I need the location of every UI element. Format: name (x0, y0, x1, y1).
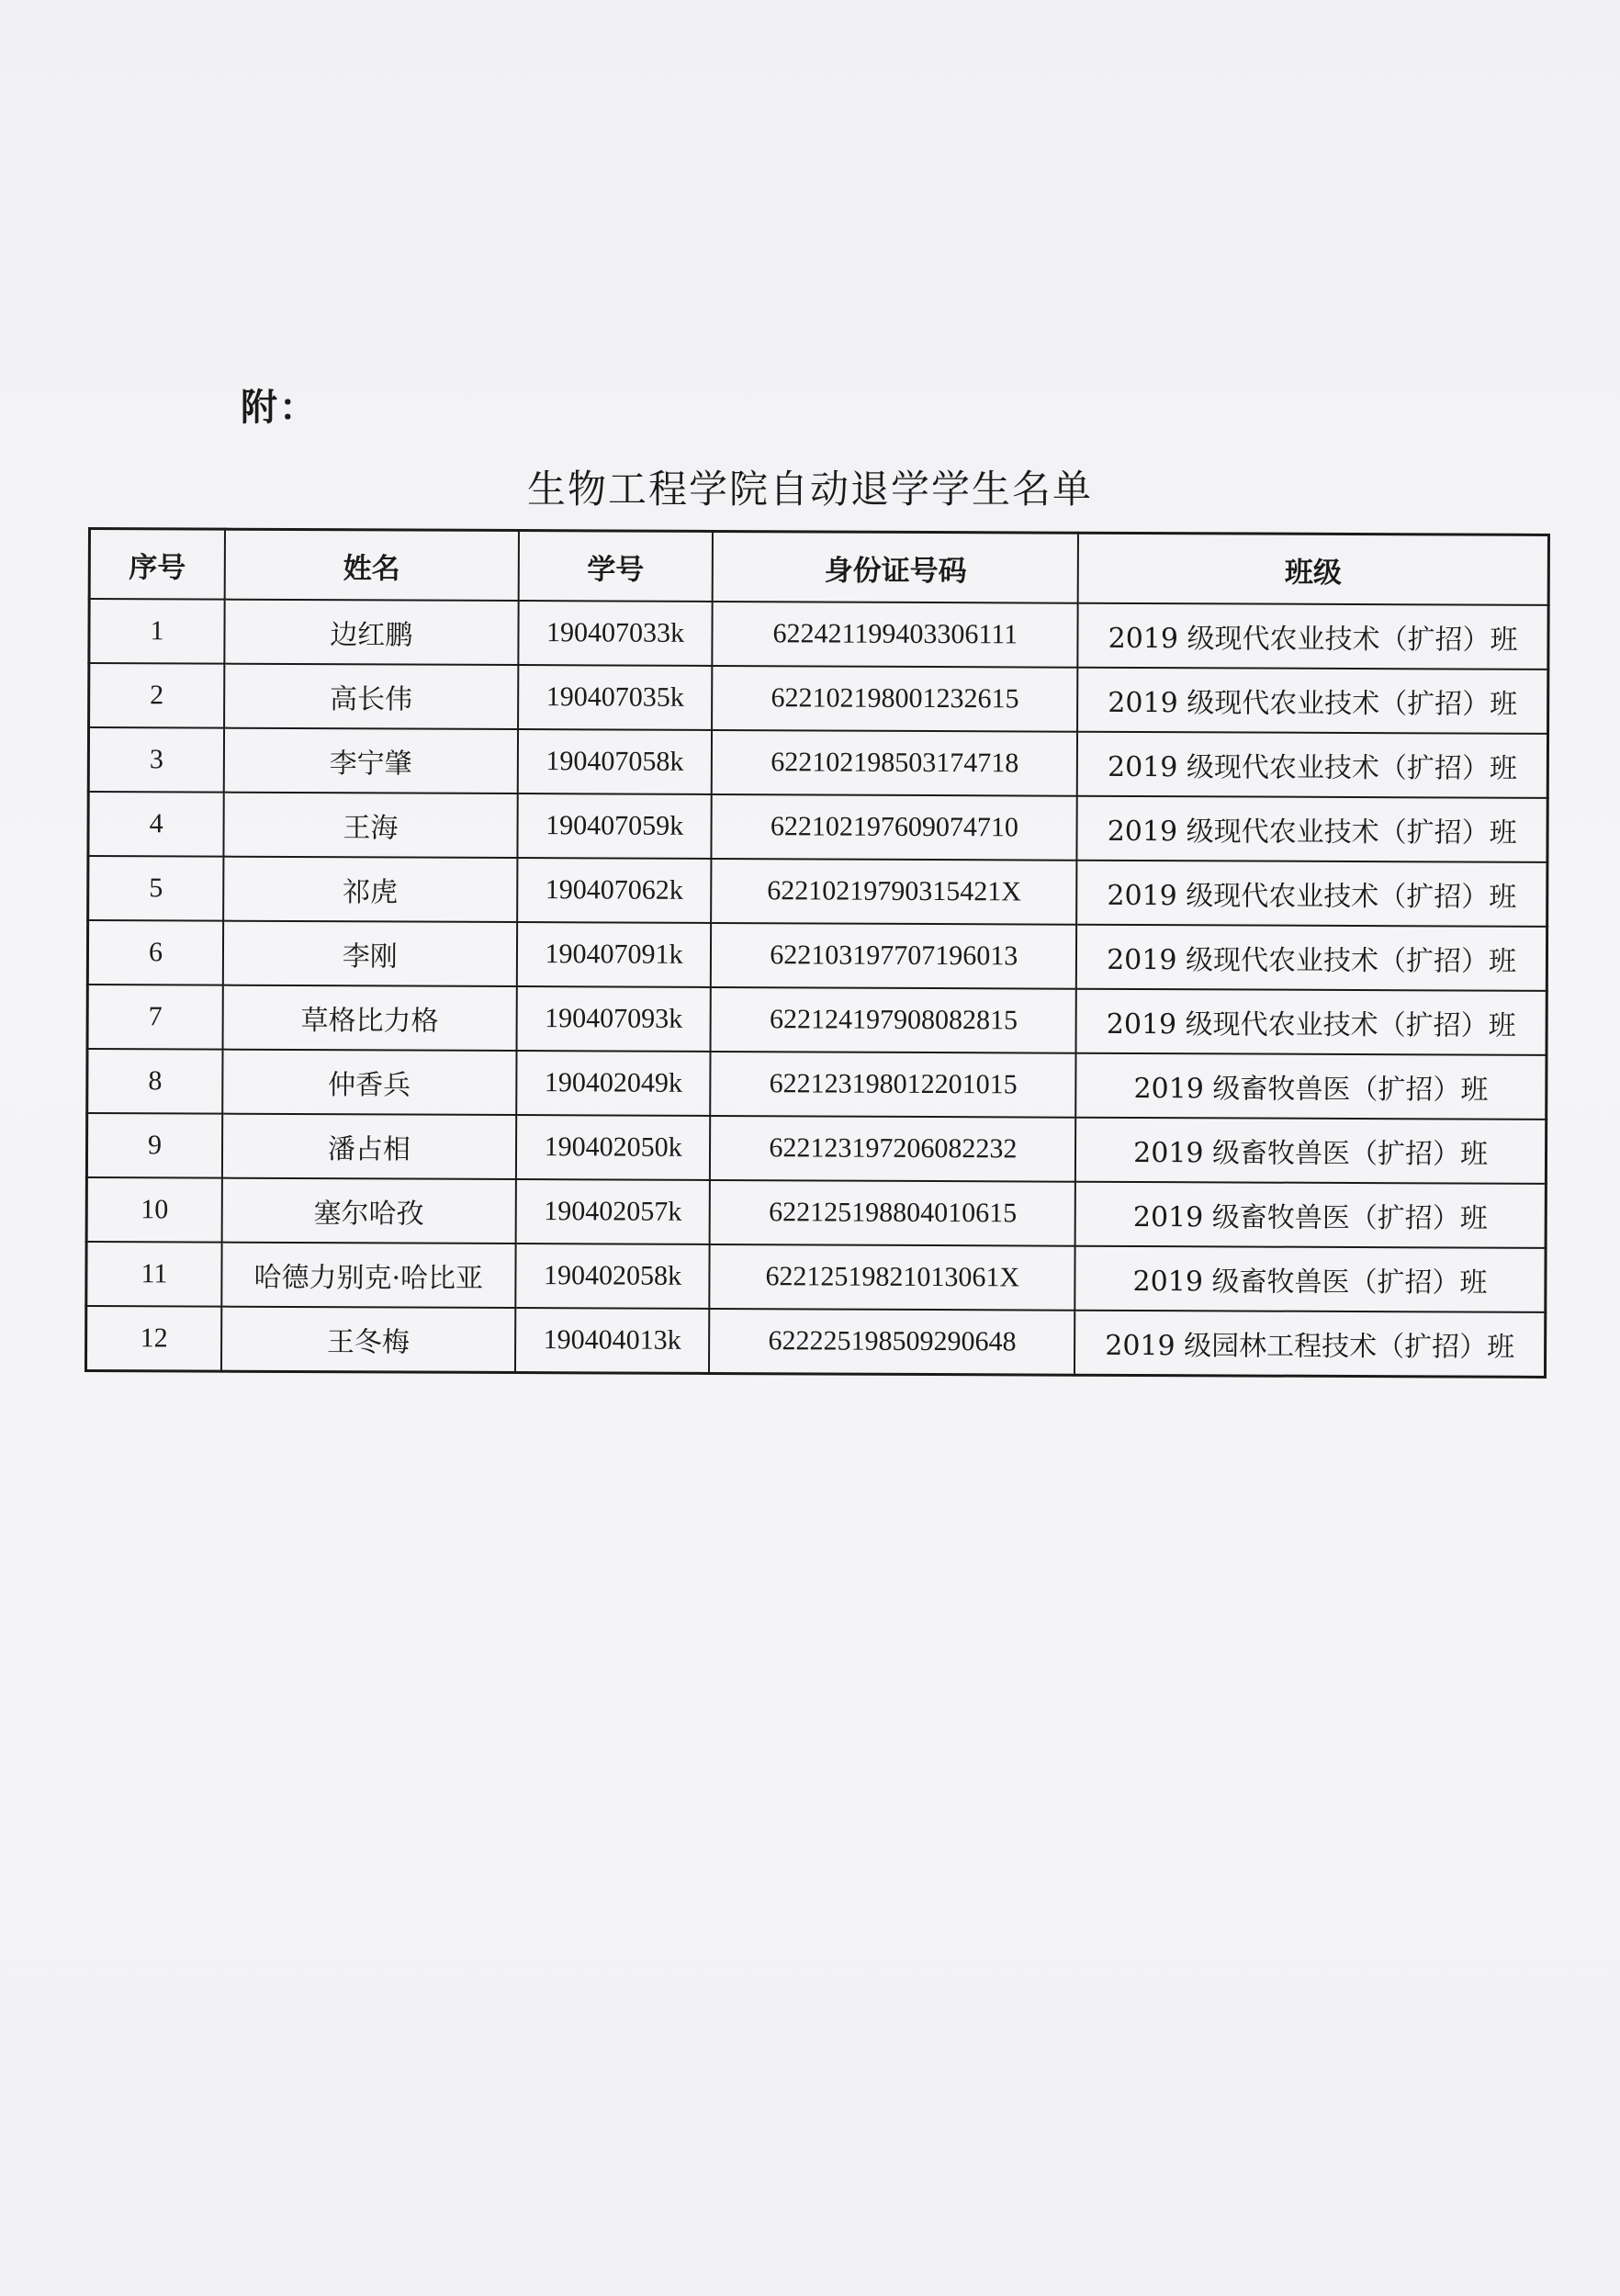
cell-class: 2019 级现代农业技术（扩招）班 (1076, 925, 1547, 991)
cell-id-card: 62210219790315421X (712, 859, 1077, 925)
cell-student-id: 190402058k (515, 1244, 710, 1309)
cell-student-id: 190407062k (517, 858, 712, 923)
document-title: 生物工程学院自动退学学生名单 (526, 467, 1093, 512)
cell-class: 2019 级畜牧兽医（扩招）班 (1075, 1118, 1547, 1184)
cell-name: 王海 (223, 793, 517, 858)
cell-class: 2019 级现代农业技术（扩招）班 (1077, 668, 1548, 734)
table-row (86, 1242, 1546, 1312)
table-row (89, 663, 1548, 734)
cell-id-card: 622125198804010615 (710, 1180, 1075, 1246)
cell-seq: 9 (86, 1113, 222, 1178)
cell-class: 2019 级现代农业技术（扩招）班 (1076, 861, 1547, 927)
cell-seq: 6 (87, 920, 223, 985)
cell-class: 2019 级现代农业技术（扩招）班 (1076, 989, 1547, 1055)
cell-class: 2019 级畜牧兽医（扩招）班 (1075, 1182, 1547, 1248)
table-row (87, 1049, 1547, 1120)
table-row (87, 920, 1547, 991)
table-row (89, 599, 1548, 670)
header-class: 班级 (1078, 533, 1549, 605)
cell-seq: 4 (88, 792, 224, 857)
cell-student-id: 190407093k (516, 986, 711, 1052)
cell-name: 潘占相 (222, 1114, 516, 1179)
cell-id-card: 622421199403306111 (713, 602, 1078, 668)
cell-seq: 10 (86, 1177, 222, 1243)
cell-name: 李刚 (223, 921, 517, 986)
cell-name: 哈德力别克·哈比亚 (221, 1243, 515, 1308)
cell-student-id: 190407035k (518, 665, 713, 730)
table-row (88, 792, 1547, 862)
cell-seq: 7 (87, 985, 223, 1050)
table-row (88, 727, 1547, 798)
cell-id-card: 622123197206082232 (710, 1116, 1075, 1182)
cell-class: 2019 级现代农业技术（扩招）班 (1078, 603, 1549, 670)
cell-class: 2019 级畜牧兽医（扩招）班 (1075, 1053, 1547, 1120)
cell-student-id: 190407058k (517, 729, 712, 794)
student-roster-table (84, 527, 1550, 1379)
cell-class: 2019 级现代农业技术（扩招）班 (1077, 796, 1548, 862)
cell-seq: 11 (86, 1242, 222, 1307)
cell-class: 2019 级畜牧兽医（扩招）班 (1075, 1246, 1547, 1312)
cell-name: 边红鹏 (224, 600, 518, 665)
cell-class: 2019 级园林工程技术（扩招）班 (1074, 1311, 1546, 1378)
cell-id-card: 622102197609074710 (712, 794, 1077, 861)
cell-id-card: 622124197908082815 (711, 987, 1076, 1053)
cell-name: 高长伟 (224, 664, 518, 729)
cell-id-card: 62212519821013061X (710, 1244, 1075, 1311)
cell-id-card: 622123198012201015 (711, 1052, 1076, 1118)
cell-id-card: 622103197707196013 (711, 923, 1076, 989)
cell-seq: 3 (88, 727, 224, 793)
cell-student-id: 190407059k (517, 793, 712, 859)
table-header-row (89, 529, 1548, 605)
cell-student-id: 190404013k (515, 1308, 710, 1373)
cell-name: 塞尔哈孜 (222, 1178, 516, 1244)
table-row (86, 1113, 1546, 1184)
cell-seq: 1 (89, 599, 225, 664)
attachment-label: 附： (241, 386, 318, 429)
header-student-id: 学号 (518, 531, 713, 602)
cell-name: 草格比力格 (223, 985, 517, 1051)
table-row (87, 985, 1547, 1055)
cell-seq: 5 (88, 856, 224, 921)
table-row (88, 856, 1547, 927)
cell-name: 仲香兵 (222, 1050, 516, 1115)
cell-name: 李宁肇 (224, 728, 518, 793)
cell-student-id: 190407033k (518, 601, 713, 666)
cell-class: 2019 级现代农业技术（扩招）班 (1077, 732, 1548, 798)
header-seq: 序号 (89, 529, 225, 600)
header-name: 姓名 (225, 529, 519, 601)
table-row (85, 1306, 1545, 1377)
table-row (86, 1177, 1546, 1248)
cell-seq: 12 (85, 1306, 221, 1371)
cell-seq: 2 (89, 663, 225, 728)
cell-id-card: 622225198509290648 (709, 1309, 1074, 1375)
cell-seq: 8 (87, 1049, 223, 1114)
cell-id-card: 622102198001232615 (713, 666, 1078, 732)
cell-student-id: 190407091k (516, 922, 711, 987)
header-id-card: 身份证号码 (713, 531, 1078, 602)
cell-student-id: 190402050k (516, 1115, 711, 1180)
cell-student-id: 190402057k (515, 1179, 710, 1244)
cell-id-card: 622102198503174718 (712, 730, 1077, 796)
cell-name: 祁虎 (223, 857, 517, 922)
cell-name: 王冬梅 (221, 1307, 515, 1373)
cell-student-id: 190402049k (516, 1051, 711, 1116)
